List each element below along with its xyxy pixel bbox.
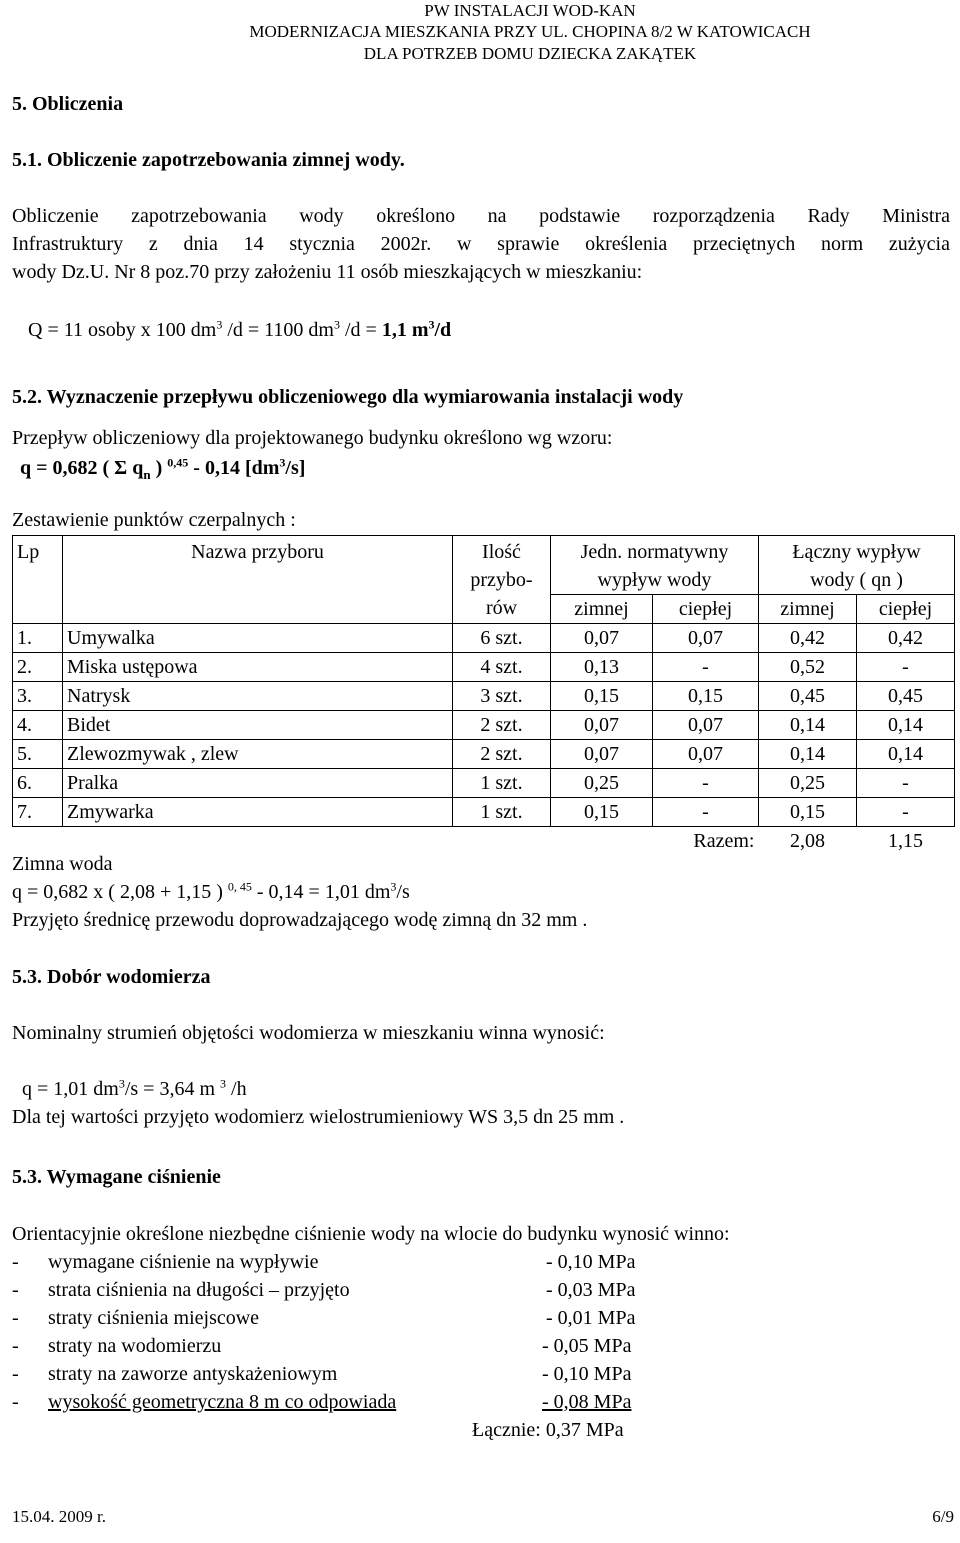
cell-total-hot: 0,14 [857, 740, 955, 769]
list-dash: - [12, 1335, 19, 1357]
cell-unit-cold: 0,25 [551, 769, 653, 798]
footer-page-number: 6/9 [932, 1507, 954, 1526]
table-row [13, 653, 955, 682]
cell-qty: 2 szt. [453, 711, 551, 740]
paragraph-line: Nominalny strumień objętości wodomierza w mieszkaniu winna wynosić: [12, 1022, 605, 1044]
cell-name: Umywalka [63, 624, 453, 653]
cell-qty: 1 szt. [453, 769, 551, 798]
list-value: - 0,01 MPa [546, 1307, 636, 1329]
cell-unit-cold: 0,07 [551, 740, 653, 769]
list-dash: - [12, 1391, 19, 1413]
total-cold: 2,08 [790, 830, 825, 852]
cell-unit-cold: 0,07 [551, 624, 653, 653]
paragraph-line: wody Dz.U. Nr 8 poz.70 przy założeniu 11 osób mieszkających w mieszkaniu: [12, 261, 643, 283]
table-row [13, 682, 955, 711]
header-hot: ciepłej [653, 595, 759, 624]
cell-unit-hot: - [653, 653, 759, 682]
meter-note: Dla tej wartości przyjęto wodomierz wielostrumieniowy WS 3,5 dn 25 mm . [12, 1106, 625, 1128]
list-value: - 0,10 MPa [542, 1363, 632, 1385]
cell-qty: 2 szt. [453, 740, 551, 769]
formula-meter: q = 1,01 $dm^3/s = 3,64$ m $^3$ /h [22, 1076, 247, 1100]
table-total-row [13, 827, 955, 856]
table-row [13, 769, 955, 798]
list-label: wymagane ciśnienie na wypływie [48, 1251, 319, 1273]
list-dash: - [12, 1307, 19, 1329]
paragraph-line: Obliczenie zapotrzebowania wody określono na podstawie rozporządzenia Rady Ministra [12, 205, 950, 227]
header-cold: zimnej [759, 595, 857, 624]
cell-name: Natrysk [63, 682, 453, 711]
cell-total-hot: - [857, 798, 955, 827]
cell-name: Miska ustępowa [63, 653, 453, 682]
table-title: Zestawienie punktów czerpalnych : [12, 509, 296, 531]
cell-total-hot: - [857, 653, 955, 682]
cell-total-cold: 0,14 [759, 711, 857, 740]
header-qty: Ilość przybo- rów [453, 536, 551, 624]
footer-date: 15.04. 2009 r. [12, 1507, 106, 1526]
header-hot: ciepłej [857, 595, 955, 624]
cold-water-label: Zimna woda [12, 853, 113, 875]
cell-total-hot: - [857, 769, 955, 798]
cell-lp: 5. [13, 740, 63, 769]
table-row [13, 740, 955, 769]
header-lp: Lp [13, 536, 63, 624]
list-dash: - [12, 1251, 19, 1273]
table-row [13, 624, 955, 653]
doc-header-line1: PW INSTALACJI WOD-KAN [424, 1, 636, 20]
cell-lp: 4. [13, 711, 63, 740]
formula-cold-water: q = 0,682 x ( 2,08 + 1,15 ) $^{0, 45}$ - 0,14 = 1,01 $dm^3/s$ [12, 879, 410, 903]
cell-unit-hot: 0,07 [653, 740, 759, 769]
cell-total-cold: 0,52 [759, 653, 857, 682]
cell-unit-hot: 0,07 [653, 711, 759, 740]
cell-name: Bidet [63, 711, 453, 740]
cell-total-cold: 0,15 [759, 798, 857, 827]
list-label: wysokość geometryczna 8 m co odpowiada [48, 1391, 397, 1413]
cell-unit-cold: 0,07 [551, 711, 653, 740]
cell-qty: 3 szt. [453, 682, 551, 711]
list-label: straty na zaworze antyskażeniowym [48, 1363, 338, 1385]
total-label: Razem: [693, 830, 755, 852]
doc-header-line3: DLA POTRZEB DOMU DZIECKA ZAKĄTEK [363, 44, 697, 63]
paragraph-line: Infrastruktury z dnia 14 stycznia 2002r. w sprawie określenia przeciętnych norm zużycia [12, 233, 950, 255]
cell-qty: 6 szt. [453, 624, 551, 653]
cell-name: Pralka [63, 769, 453, 798]
section-title-5-3-meter: 5.3. Dobór wodomierza [12, 966, 211, 988]
cell-lp: 2. [13, 653, 63, 682]
fixtures-table [12, 535, 955, 855]
cell-lp: 6. [13, 769, 63, 798]
list-value: - 0,05 MPa [542, 1335, 632, 1357]
pressure-total: Łącznie: 0,37 MPa [472, 1419, 624, 1441]
doc-header-line2: MODERNIZACJA MIESZKANIA PRZY UL. CHOPINA 8/2 W KATOWICACH [249, 22, 811, 41]
section-title-5-1: 5.1. Obliczenie zapotrzebowania zimnej wody. [12, 149, 405, 171]
cell-unit-hot: - [653, 798, 759, 827]
section-title-obliczenia: 5. Obliczenia [12, 93, 124, 115]
cell-unit-hot: 0,15 [653, 682, 759, 711]
cell-unit-hot: 0,07 [653, 624, 759, 653]
list-dash: - [12, 1363, 19, 1385]
list-label: strata ciśnienia na długości – przyjęto [48, 1279, 350, 1301]
paragraph-line: Orientacyjnie określone niezbędne ciśnienie wody na wlocie do budynku wynosić winno: [12, 1223, 730, 1245]
list-label: straty na wodomierzu [48, 1335, 222, 1357]
header-name: Nazwa przyboru [63, 536, 453, 624]
header-unit-flow: Jedn. normatywny wypływ wody [551, 536, 759, 595]
cell-lp: 3. [13, 682, 63, 711]
cell-unit-cold: 0,13 [551, 653, 653, 682]
header-cold: zimnej [551, 595, 653, 624]
cell-total-cold: 0,42 [759, 624, 857, 653]
cell-unit-hot: - [653, 769, 759, 798]
total-hot: 1,15 [888, 830, 923, 852]
formula-daily-demand: Q = 11 osoby x 100 $dm^3$ /d = 1100 $dm^3$ /d = 1,1 $m^3/d$ [28, 317, 452, 341]
header-total-flow: Łączny wypływ wody ( qn ) [759, 536, 955, 595]
section-title-5-3-pressure: 5.3. Wymagane ciśnienie [12, 1166, 221, 1188]
cell-qty: 4 szt. [453, 653, 551, 682]
formula-flow: q = 0,682 ( Σ $q_n$ ) $^{0,45}$ - 0,14 $[dm^3/s]$ [20, 455, 306, 482]
list-value: - 0,08 MPa [542, 1391, 632, 1413]
list-value: - 0,10 MPa [546, 1251, 636, 1273]
cell-total-hot: 0,42 [857, 624, 955, 653]
section-title-5-2: 5.2. Wyznaczenie przepływu obliczeniowego dla wymiarowania instalacji wody [12, 386, 684, 408]
list-value: - 0,03 MPa [546, 1279, 636, 1301]
pipe-note: Przyjęto średnicę przewodu doprowadzającego wodę zimną dn 32 mm . [12, 909, 588, 931]
cell-qty: 1 szt. [453, 798, 551, 827]
table-row [13, 798, 955, 827]
cell-total-hot: 0,14 [857, 711, 955, 740]
list-label: straty ciśnienia miejscowe [48, 1307, 260, 1329]
cell-total-cold: 0,25 [759, 769, 857, 798]
paragraph-line: Przepływ obliczeniowy dla projektowanego budynku określono wg wzoru: [12, 427, 613, 449]
cell-total-cold: 0,14 [759, 740, 857, 769]
list-dash: - [12, 1279, 19, 1301]
cell-name: Zmywarka [63, 798, 453, 827]
cell-unit-cold: 0,15 [551, 682, 653, 711]
cell-lp: 1. [13, 624, 63, 653]
cell-name: Zlewozmywak , zlew [63, 740, 453, 769]
cell-total-cold: 0,45 [759, 682, 857, 711]
cell-total-hot: 0,45 [857, 682, 955, 711]
cell-lp: 7. [13, 798, 63, 827]
cell-unit-cold: 0,15 [551, 798, 653, 827]
table-row [13, 711, 955, 740]
